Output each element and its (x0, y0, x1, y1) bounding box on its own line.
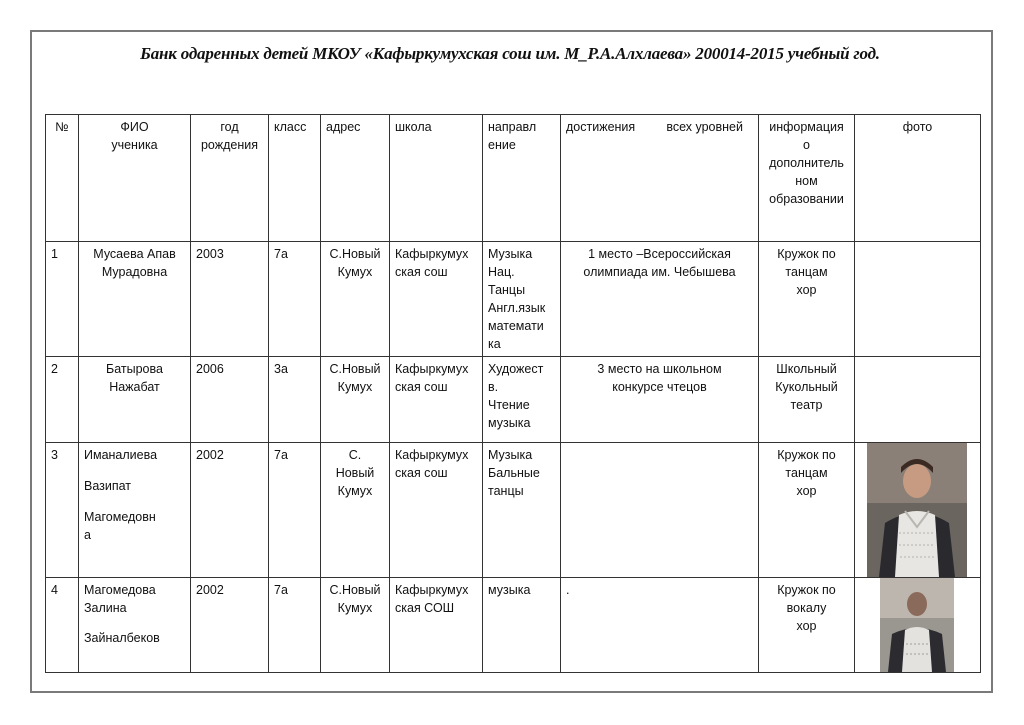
direction: Музыка Нац. Танцы Англ.язык математи ка (483, 242, 561, 357)
address: С.Новый Кумух (321, 578, 390, 673)
table-row (46, 443, 981, 578)
extra-education: Кружок по вокалу хор (759, 578, 855, 673)
direction: Художест в. Чтение музыка (483, 357, 561, 443)
birth-year: 2006 (191, 357, 269, 443)
direction: Музыка Бальные танцы (483, 443, 561, 578)
class: 7а (269, 578, 321, 673)
extra-education: Кружок по танцам хор (759, 242, 855, 357)
school: Кафыркумух ская СОШ (390, 578, 483, 673)
student-name: Мусаева Апав Мурадовна (79, 242, 191, 357)
achievements: . (561, 578, 759, 673)
achievements: 1 место –Всероссийская олимпиада им. Чебышева (561, 242, 759, 357)
row-num: 1 (46, 242, 79, 357)
header-birth-year: год рождения (191, 115, 269, 242)
school: Кафыркумух ская сош (390, 443, 483, 578)
extra-education: Школьный Кукольный театр (759, 357, 855, 443)
birth-year: 2002 (191, 443, 269, 578)
photo-cell (855, 357, 981, 443)
header-extra-education: информация о дополнитель ном образовании (759, 115, 855, 242)
header-school: школа (390, 115, 483, 242)
class: 7а (269, 443, 321, 578)
achievements (561, 443, 759, 578)
header-photo: фото (855, 115, 981, 242)
document-title: Банк одаренных детей МКОУ «Кафыркумухская сош им. М_Р.А.Алхлаева» 200014-2015 учебный год. (140, 44, 880, 63)
address: С. Новый Кумух (321, 443, 390, 578)
header-achievements: достижения всех уровней (561, 115, 759, 242)
header-direction: направл ение (483, 115, 561, 242)
address: С.Новый Кумух (321, 357, 390, 443)
school: Кафыркумух ская сош (390, 242, 483, 357)
student-name: Магомедова Залина Зайналбеков (79, 578, 191, 673)
header-fio: ФИО ученика (79, 115, 191, 242)
row-num: 3 (46, 443, 79, 578)
class: 7а (269, 242, 321, 357)
header-num: № (46, 115, 79, 242)
gifted-children-table (45, 114, 981, 673)
birth-year: 2003 (191, 242, 269, 357)
photo-cell (855, 578, 981, 673)
birth-year: 2002 (191, 578, 269, 673)
row-num: 2 (46, 357, 79, 443)
table-row (46, 578, 981, 673)
student-name: Батырова Нажабат (79, 357, 191, 443)
direction: музыка (483, 578, 561, 673)
row-num: 4 (46, 578, 79, 673)
extra-education: Кружок по танцам хор (759, 443, 855, 578)
class: 3а (269, 357, 321, 443)
header-row (46, 115, 981, 242)
student-name: Иманалиева Вазипат Магомедовн а (79, 443, 191, 578)
address: С.Новый Кумух (321, 242, 390, 357)
header-class: класс (269, 115, 321, 242)
photo-cell (855, 443, 981, 578)
student-photo (867, 443, 967, 577)
header-address: адрес (321, 115, 390, 242)
achievements: 3 место на школьном конкурсе чтецов (561, 357, 759, 443)
table-row (46, 242, 981, 357)
school: Кафыркумух ская сош (390, 357, 483, 443)
student-photo (880, 578, 954, 672)
photo-cell (855, 242, 981, 357)
table-row (46, 357, 981, 443)
